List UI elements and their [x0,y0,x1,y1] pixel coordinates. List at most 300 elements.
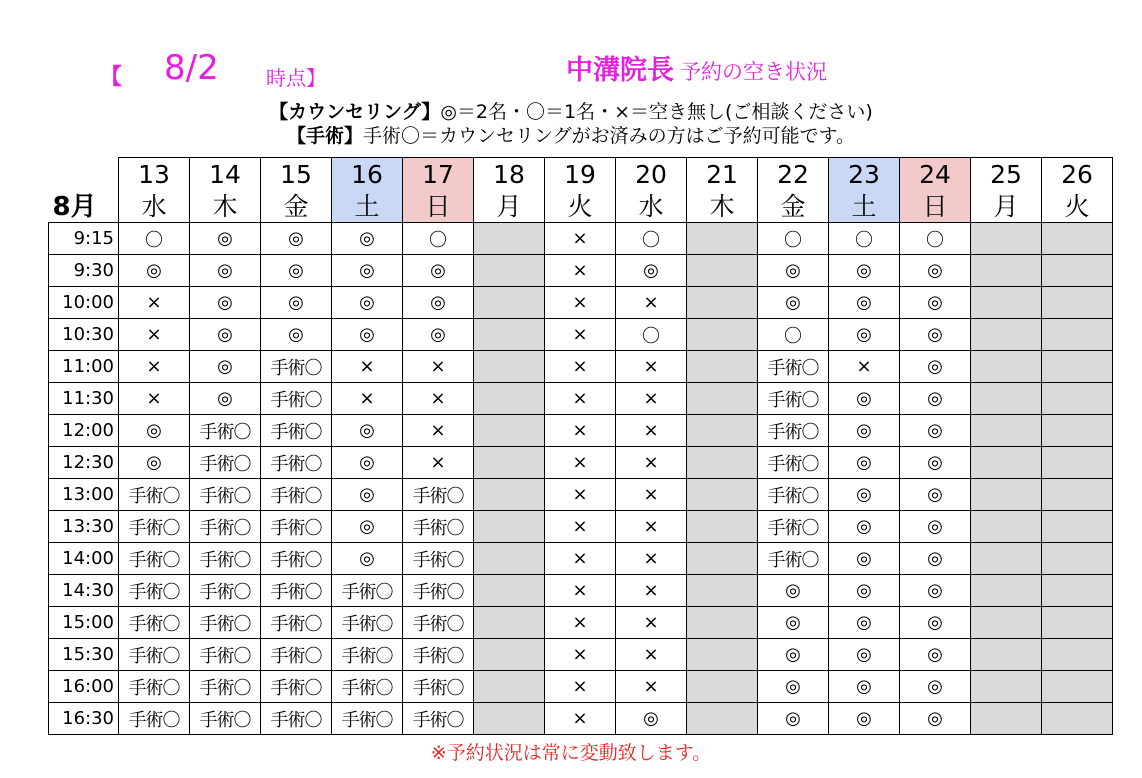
availability-cell: × [545,511,616,543]
availability-cell: ◎ [190,351,261,383]
availability-cell: 手術〇 [119,575,190,607]
availability-cell: 手術〇 [190,479,261,511]
availability-cell: 手術〇 [403,575,474,607]
availability-cell: × [616,639,687,671]
availability-cell: ◎ [332,543,403,575]
closed-slot-cell [1042,415,1113,447]
availability-cell: ◎ [190,223,261,255]
availability-cell: ◎ [829,415,900,447]
date-cell: 19 [545,158,616,192]
closed-slot-cell [474,479,545,511]
availability-cell: ◎ [829,543,900,575]
availability-cell: ◎ [332,223,403,255]
closed-slot-cell [1042,287,1113,319]
availability-cell: 手術〇 [261,351,332,383]
closed-slot-cell [971,479,1042,511]
date-cell: 20 [616,158,687,192]
closed-slot-cell [474,671,545,703]
closed-slot-cell [1042,607,1113,639]
closed-slot-cell [474,511,545,543]
legend-counseling-label: 【カウンセリング】 [269,101,441,123]
availability-cell: × [119,383,190,415]
doctor-name: 中溝院長 [566,55,674,86]
availability-cell: × [545,383,616,415]
availability-cell: ◎ [900,319,971,351]
time-slot-row [49,415,1113,447]
time-slot-row [49,223,1113,255]
availability-cell: ◎ [900,351,971,383]
availability-cell: ◎ [900,639,971,671]
availability-cell: × [545,447,616,479]
legend [0,100,1142,148]
availability-cell: 手術〇 [261,447,332,479]
closed-slot-cell [971,447,1042,479]
closed-slot-cell [474,223,545,255]
availability-cell: ◎ [332,511,403,543]
availability-cell: × [616,575,687,607]
availability-cell: × [616,415,687,447]
availability-cell: 手術〇 [403,607,474,639]
time-label: 15:30 [49,639,119,671]
availability-cell: × [616,671,687,703]
closed-slot-cell [474,639,545,671]
time-slot-row [49,479,1113,511]
availability-cell: ◎ [900,703,971,735]
availability-cell: ◎ [332,319,403,351]
availability-cell: 〇 [119,223,190,255]
availability-cell: 手術〇 [261,575,332,607]
closed-slot-cell [474,447,545,479]
month-label: 8月 [49,158,119,223]
availability-cell: ◎ [900,575,971,607]
closed-slot-cell [687,575,758,607]
as-of-date: 8/2 [164,48,219,88]
availability-cell: 手術〇 [261,607,332,639]
closed-slot-cell [687,703,758,735]
closed-slot-cell [687,351,758,383]
availability-cell: ◎ [190,319,261,351]
availability-cell: 手術〇 [758,543,829,575]
availability-cell: ◎ [900,383,971,415]
availability-cell: ◎ [900,511,971,543]
closed-slot-cell [474,415,545,447]
date-cell: 17 [403,158,474,192]
availability-cell: × [616,287,687,319]
availability-cell: ◎ [900,479,971,511]
closed-slot-cell [687,255,758,287]
legend-counseling [0,100,1142,124]
time-slot-row [49,703,1113,735]
closed-slot-cell [474,319,545,351]
time-slot-row [49,543,1113,575]
availability-cell: ◎ [900,287,971,319]
availability-cell: × [332,351,403,383]
weekday-cell: 木 [687,191,758,223]
availability-cell: × [119,319,190,351]
availability-cell: 手術〇 [403,479,474,511]
availability-cell: × [616,351,687,383]
availability-cell: ◎ [829,479,900,511]
availability-cell: 手術〇 [119,511,190,543]
time-slot-row [49,639,1113,671]
availability-cell: × [545,671,616,703]
closed-slot-cell [687,479,758,511]
availability-cell: 手術〇 [190,639,261,671]
weekday-cell: 月 [971,191,1042,223]
time-slot-row [49,607,1113,639]
availability-cell: ◎ [758,287,829,319]
time-label: 14:30 [49,575,119,607]
date-cell: 18 [474,158,545,192]
availability-table [48,157,1113,735]
disclaimer-note: ※予約状況は常に変動致します。 [430,742,712,764]
time-slot-row [49,383,1113,415]
availability-cell: 手術〇 [758,415,829,447]
availability-cell: 手術〇 [119,607,190,639]
availability-cell: ◎ [829,671,900,703]
closed-slot-cell [1042,543,1113,575]
availability-cell: ◎ [829,575,900,607]
availability-cell: ◎ [261,255,332,287]
availability-cell: ◎ [758,639,829,671]
closed-slot-cell [1042,223,1113,255]
availability-cell: × [119,351,190,383]
time-slot-row [49,351,1113,383]
availability-cell: × [616,479,687,511]
availability-cell: ◎ [332,287,403,319]
closed-slot-cell [1042,639,1113,671]
date-cell: 14 [190,158,261,192]
closed-slot-cell [474,287,545,319]
closed-slot-cell [474,383,545,415]
time-label: 9:30 [49,255,119,287]
closed-slot-cell [971,415,1042,447]
availability-cell: ◎ [616,255,687,287]
time-label: 12:30 [49,447,119,479]
closed-slot-cell [1042,255,1113,287]
closed-slot-cell [687,319,758,351]
time-slot-row [49,255,1113,287]
availability-cell: ◎ [829,607,900,639]
availability-cell: 手術〇 [190,447,261,479]
closed-slot-cell [971,703,1042,735]
date-cell: 16 [332,158,403,192]
availability-cell: ◎ [758,255,829,287]
availability-cell: × [403,383,474,415]
availability-cell: ◎ [616,703,687,735]
availability-cell: × [403,447,474,479]
availability-cell: 手術〇 [332,703,403,735]
availability-cell: 手術〇 [261,703,332,735]
availability-cell: 手術〇 [261,383,332,415]
time-slot-row [49,319,1113,351]
time-slot-row [49,575,1113,607]
date-cell: 24 [900,158,971,192]
availability-cell: ◎ [829,383,900,415]
availability-cell: 手術〇 [190,415,261,447]
availability-cell: ◎ [758,703,829,735]
availability-cell: ◎ [332,447,403,479]
availability-cell: ◎ [829,255,900,287]
date-cell: 21 [687,158,758,192]
time-slot-row [49,447,1113,479]
availability-cell: 手術〇 [119,543,190,575]
availability-cell: ◎ [119,255,190,287]
closed-slot-cell [687,543,758,575]
availability-cell: × [545,223,616,255]
date-cell: 25 [971,158,1042,192]
closed-slot-cell [687,447,758,479]
closed-slot-cell [1042,351,1113,383]
availability-cell: × [616,383,687,415]
availability-cell: × [616,511,687,543]
availability-cell: 手術〇 [261,479,332,511]
availability-cell: ◎ [829,319,900,351]
closed-slot-cell [971,319,1042,351]
availability-cell: 手術〇 [403,639,474,671]
availability-cell: 手術〇 [261,639,332,671]
availability-cell: × [545,255,616,287]
availability-cell: ◎ [829,447,900,479]
legend-surgery-label: 【手術】 [286,125,363,147]
availability-cell: × [545,287,616,319]
availability-cell: 手術〇 [190,703,261,735]
weekday-cell: 土 [332,191,403,223]
availability-cell: ◎ [332,255,403,287]
closed-slot-cell [971,639,1042,671]
closed-slot-cell [474,607,545,639]
availability-cell: 手術〇 [261,415,332,447]
weekday-cell: 金 [758,191,829,223]
availability-cell: × [545,575,616,607]
availability-cell: 手術〇 [332,671,403,703]
time-label: 10:30 [49,319,119,351]
availability-cell: × [545,639,616,671]
availability-cell: ◎ [119,447,190,479]
availability-cell: ◎ [261,319,332,351]
availability-cell: 手術〇 [119,639,190,671]
availability-cell: × [616,543,687,575]
availability-cell: ◎ [900,255,971,287]
availability-cell: ◎ [190,383,261,415]
closed-slot-cell [1042,319,1113,351]
closed-slot-cell [474,575,545,607]
legend-counseling-text: ◎＝2名・〇＝1名・×＝空き無し(ご相談ください) [440,101,873,123]
availability-cell: 手術〇 [332,607,403,639]
closed-slot-cell [687,639,758,671]
availability-cell: 手術〇 [403,511,474,543]
availability-cell: 手術〇 [403,703,474,735]
availability-cell: 手術〇 [119,479,190,511]
weekday-cell: 金 [261,191,332,223]
closed-slot-cell [687,607,758,639]
weekday-cell: 日 [900,191,971,223]
availability-cell: 手術〇 [758,447,829,479]
availability-cell: 手術〇 [261,511,332,543]
closed-slot-cell [971,255,1042,287]
time-label: 12:00 [49,415,119,447]
availability-cell: ◎ [900,607,971,639]
time-label: 13:00 [49,479,119,511]
closed-slot-cell [474,255,545,287]
availability-cell: × [545,415,616,447]
availability-cell: ◎ [190,287,261,319]
availability-cell: 手術〇 [190,543,261,575]
closed-slot-cell [971,383,1042,415]
as-of-label: 時点】 [266,66,326,90]
date-header-row [49,158,1113,192]
availability-cell: × [332,383,403,415]
availability-cell: ◎ [829,511,900,543]
availability-cell: 手術〇 [758,479,829,511]
weekday-header-row [49,191,1113,223]
availability-cell: ◎ [900,415,971,447]
time-label: 16:30 [49,703,119,735]
availability-cell: 〇 [616,223,687,255]
heading-bracket-open: 【 [100,65,123,90]
closed-slot-cell [687,223,758,255]
availability-cell: × [545,479,616,511]
availability-cell: ◎ [900,543,971,575]
date-cell: 15 [261,158,332,192]
closed-slot-cell [687,671,758,703]
availability-cell: ◎ [119,415,190,447]
availability-cell: × [616,607,687,639]
closed-slot-cell [1042,447,1113,479]
date-cell: 22 [758,158,829,192]
weekday-cell: 日 [403,191,474,223]
availability-cell: × [119,287,190,319]
availability-cell: × [403,415,474,447]
availability-cell: ◎ [758,671,829,703]
availability-cell: × [545,703,616,735]
availability-cell: 〇 [758,223,829,255]
availability-cell: ◎ [829,703,900,735]
availability-cell: × [403,351,474,383]
availability-cell: ◎ [758,575,829,607]
closed-slot-cell [1042,703,1113,735]
closed-slot-cell [971,223,1042,255]
date-cell: 26 [1042,158,1113,192]
availability-cell: 手術〇 [332,575,403,607]
availability-cell: ◎ [900,447,971,479]
closed-slot-cell [1042,511,1113,543]
availability-cell: 〇 [758,319,829,351]
closed-slot-cell [971,511,1042,543]
availability-cell: 手術〇 [119,671,190,703]
weekday-cell: 水 [119,191,190,223]
availability-cell: ◎ [403,319,474,351]
time-label: 14:00 [49,543,119,575]
date-cell: 13 [119,158,190,192]
availability-cell: ◎ [403,287,474,319]
time-slot-row [49,287,1113,319]
closed-slot-cell [687,415,758,447]
availability-cell: ◎ [758,607,829,639]
closed-slot-cell [971,351,1042,383]
weekday-cell: 火 [545,191,616,223]
time-slot-row [49,671,1113,703]
page-subtitle: 予約の空き状況 [680,60,827,84]
availability-cell: 手術〇 [190,511,261,543]
date-cell: 23 [829,158,900,192]
closed-slot-cell [474,543,545,575]
closed-slot-cell [971,287,1042,319]
closed-slot-cell [687,511,758,543]
closed-slot-cell [971,575,1042,607]
closed-slot-cell [1042,479,1113,511]
availability-cell: × [545,319,616,351]
closed-slot-cell [971,671,1042,703]
availability-cell: × [616,447,687,479]
availability-cell: 手術〇 [119,703,190,735]
page-title [566,48,827,87]
availability-cell: 手術〇 [332,639,403,671]
availability-cell: 手術〇 [403,543,474,575]
availability-cell: 〇 [900,223,971,255]
availability-cell: 〇 [403,223,474,255]
time-label: 11:30 [49,383,119,415]
availability-cell: × [545,543,616,575]
time-label: 13:30 [49,511,119,543]
availability-cell: ◎ [332,479,403,511]
availability-cell: ◎ [261,287,332,319]
availability-cell: 手術〇 [758,383,829,415]
availability-cell: 手術〇 [190,671,261,703]
availability-cell: ◎ [332,415,403,447]
time-label: 11:00 [49,351,119,383]
availability-cell: ◎ [829,639,900,671]
availability-cell: ◎ [261,223,332,255]
weekday-cell: 火 [1042,191,1113,223]
closed-slot-cell [1042,383,1113,415]
availability-cell: × [829,351,900,383]
availability-cell: 手術〇 [758,351,829,383]
weekday-cell: 木 [190,191,261,223]
availability-cell: ◎ [403,255,474,287]
closed-slot-cell [687,287,758,319]
time-label: 15:00 [49,607,119,639]
availability-cell: 手術〇 [261,671,332,703]
weekday-cell: 水 [616,191,687,223]
closed-slot-cell [474,351,545,383]
legend-surgery [0,124,1142,148]
availability-cell: 手術〇 [190,575,261,607]
closed-slot-cell [1042,671,1113,703]
time-label: 16:00 [49,671,119,703]
time-label: 9:15 [49,223,119,255]
availability-cell: ◎ [900,671,971,703]
availability-cell: 手術〇 [261,543,332,575]
closed-slot-cell [971,543,1042,575]
availability-cell: × [545,351,616,383]
closed-slot-cell [1042,575,1113,607]
availability-cell: 手術〇 [403,671,474,703]
legend-surgery-text: 手術〇＝カウンセリングがお済みの方はご予約可能です。 [362,125,856,147]
availability-cell: 手術〇 [190,607,261,639]
availability-cell: 手術〇 [758,511,829,543]
closed-slot-cell [474,703,545,735]
weekday-cell: 土 [829,191,900,223]
availability-cell: × [545,607,616,639]
weekday-cell: 月 [474,191,545,223]
availability-cell: 〇 [829,223,900,255]
availability-cell: 〇 [616,319,687,351]
time-slot-row [49,511,1113,543]
closed-slot-cell [971,607,1042,639]
time-label: 10:00 [49,287,119,319]
availability-cell: ◎ [829,287,900,319]
